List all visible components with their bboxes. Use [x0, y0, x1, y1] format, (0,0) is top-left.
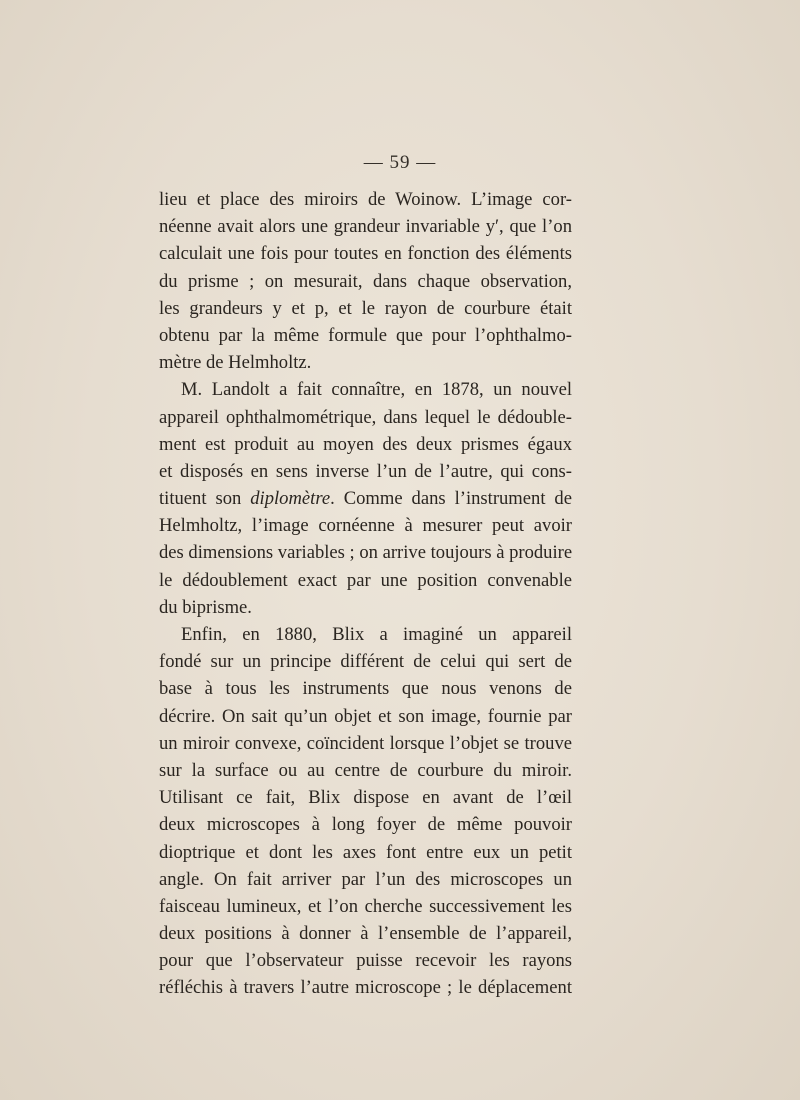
text-line: réfléchis à travers l’autre microscope ; le déplacement — [159, 977, 572, 999]
text-line: néenne avait alors une grandeur invariable y′, que l’on — [159, 216, 572, 238]
text-line: décrire. On sait qu’un objet et son image, fournie par — [159, 705, 572, 727]
text-line: mètre de Helmholtz. — [159, 352, 312, 374]
text-line: pour que l’observateur puisse recevoir les rayons — [159, 950, 572, 972]
text-line: deux microscopes à long foyer de même pouvoir — [159, 814, 572, 836]
text-line: obtenu par la même formule que pour l’ophthalmo- — [159, 324, 572, 346]
text-line: du prisme ; on mesurait, dans chaque observation, — [159, 270, 572, 292]
text-line: les grandeurs y et p, et le rayon de courbure était — [159, 297, 572, 319]
text-line: angle. On fait arriver par l’un des microscopes un — [159, 868, 572, 890]
text-line: fondé sur un principe différent de celui qui sert de — [159, 651, 572, 673]
text-line: deux positions à donner à l’ensemble de l’appareil, — [159, 923, 572, 945]
text-line: des dimensions variables ; on arrive toujours à produire — [159, 542, 573, 564]
text-line: sur la surface ou au centre de courbure du miroir. — [159, 759, 572, 781]
text-line: lieu et place des miroirs de Woinow. L’image cor- — [159, 189, 572, 210]
text-line: Helmholtz, l’image cornéenne à mesurer peut avoir — [159, 515, 572, 537]
text-line: le dédoublement exact par une position convenable — [159, 569, 572, 591]
text-line: dioptrique et dont les axes font entre eux un petit — [159, 841, 572, 863]
text-line: Enfin, en 1880, Blix a imaginé un appareil — [181, 624, 572, 645]
text-line: Utilisant ce fait, Blix dispose en avant de l’œil — [159, 787, 572, 809]
text-line: tituent son diplomètre. Comme dans l’instrument de — [159, 488, 572, 510]
text-line: calculait une fois pour toutes en fonction des éléments — [159, 243, 572, 265]
text-line: du biprisme. — [159, 596, 252, 618]
text-line: faisceau lumineux, et l’on cherche successivement les — [159, 895, 572, 917]
text-line: base à tous les instruments que nous venons de — [159, 678, 572, 700]
text-line: un miroir convexe, coïncident lorsque l’objet se trouve — [159, 732, 572, 754]
text-line: M. Landolt a fait connaître, en 1878, un nouvel — [181, 379, 572, 401]
text-line: et disposés en sens inverse l’un de l’autre, qui cons- — [159, 460, 572, 482]
body-text — [159, 186, 572, 1002]
text-line: ment est produit au moyen des deux prismes égaux — [159, 433, 572, 455]
page-number: — 59 — — [363, 152, 437, 173]
text-line: appareil ophthalmométrique, dans lequel le dédouble- — [159, 406, 572, 428]
